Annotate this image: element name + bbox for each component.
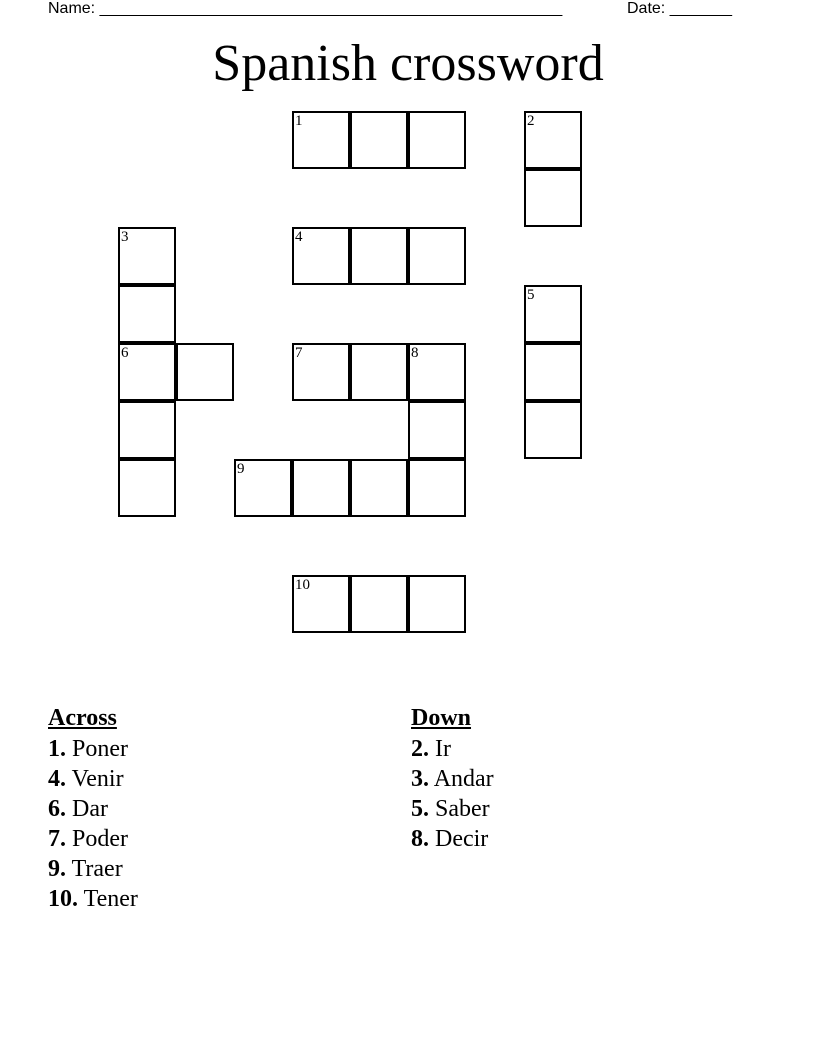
- crossword-cell[interactable]: [350, 111, 408, 169]
- cell-number: 5: [527, 287, 535, 303]
- crossword-cell[interactable]: [524, 285, 582, 343]
- clue-text: Poder: [72, 826, 128, 852]
- crossword-cell[interactable]: [408, 343, 466, 401]
- cell-number: 1: [295, 113, 303, 129]
- cell-number: 2: [527, 113, 535, 129]
- crossword-cell[interactable]: [524, 111, 582, 169]
- crossword-cell[interactable]: [118, 343, 176, 401]
- clue-number: 4.: [48, 766, 66, 792]
- clue-text: Saber: [435, 796, 490, 822]
- cell-number: 8: [411, 345, 419, 361]
- crossword-cell[interactable]: [176, 343, 234, 401]
- clue-item: [48, 734, 138, 764]
- clue-text: Andar: [433, 766, 494, 792]
- clue-item: [411, 824, 494, 854]
- cell-number: 3: [121, 229, 129, 245]
- name-field: Name: ____________________________________________________: [48, 0, 563, 17]
- crossword-cell[interactable]: [524, 169, 582, 227]
- clue-text: Venir: [71, 766, 124, 792]
- clue-item: [48, 824, 138, 854]
- cell-number: 10: [295, 577, 310, 593]
- crossword-cell[interactable]: [524, 401, 582, 459]
- cell-number: 6: [121, 345, 129, 361]
- crossword-cell[interactable]: [350, 343, 408, 401]
- clue-item: [48, 884, 138, 914]
- clue-item: [48, 764, 138, 794]
- clue-text: Dar: [72, 796, 108, 822]
- clue-item: [411, 794, 494, 824]
- clue-number: 9.: [48, 856, 66, 882]
- down-clue-list: [411, 734, 494, 854]
- crossword-cell[interactable]: [118, 459, 176, 517]
- crossword-cell[interactable]: [118, 401, 176, 459]
- clue-item: [48, 854, 138, 884]
- crossword-cell[interactable]: [234, 459, 292, 517]
- crossword-cell[interactable]: [292, 111, 350, 169]
- cell-number: 9: [237, 461, 245, 477]
- crossword-cell[interactable]: [350, 459, 408, 517]
- crossword-cell[interactable]: [408, 575, 466, 633]
- clue-number: 10.: [48, 886, 78, 912]
- clue-number: 5.: [411, 796, 429, 822]
- across-clue-list: [48, 734, 138, 914]
- crossword-cell[interactable]: [408, 401, 466, 459]
- down-heading: Down: [411, 705, 472, 731]
- clue-item: [411, 734, 494, 764]
- crossword-cell[interactable]: [524, 343, 582, 401]
- crossword-cell[interactable]: [408, 111, 466, 169]
- clue-item: [411, 764, 494, 794]
- clue-number: 3.: [411, 766, 429, 792]
- down-clues: [411, 702, 494, 854]
- crossword-cell[interactable]: [408, 227, 466, 285]
- crossword-cell[interactable]: [292, 227, 350, 285]
- crossword-cell[interactable]: [118, 227, 176, 285]
- across-heading: Across: [48, 705, 117, 731]
- cell-number: 7: [295, 345, 303, 361]
- crossword-cell[interactable]: [292, 343, 350, 401]
- clue-text: Traer: [71, 856, 123, 882]
- across-clues: [48, 702, 138, 914]
- cell-number: 4: [295, 229, 303, 245]
- clue-number: 1.: [48, 736, 66, 762]
- crossword-cell[interactable]: [350, 575, 408, 633]
- clue-text: Decir: [435, 826, 489, 852]
- crossword-cell[interactable]: [408, 459, 466, 517]
- date-field: Date: _______: [627, 0, 732, 17]
- clue-text: Poner: [72, 736, 128, 762]
- clue-number: 2.: [411, 736, 429, 762]
- page-title: Spanish crossword: [212, 35, 604, 92]
- crossword-cell[interactable]: [118, 285, 176, 343]
- clue-number: 8.: [411, 826, 429, 852]
- crossword-cell[interactable]: [292, 575, 350, 633]
- clue-text: Tener: [83, 886, 138, 912]
- clue-number: 6.: [48, 796, 66, 822]
- clue-item: [48, 794, 138, 824]
- clue-number: 7.: [48, 826, 66, 852]
- crossword-cell[interactable]: [292, 459, 350, 517]
- crossword-cell[interactable]: [350, 227, 408, 285]
- clue-text: Ir: [435, 736, 451, 762]
